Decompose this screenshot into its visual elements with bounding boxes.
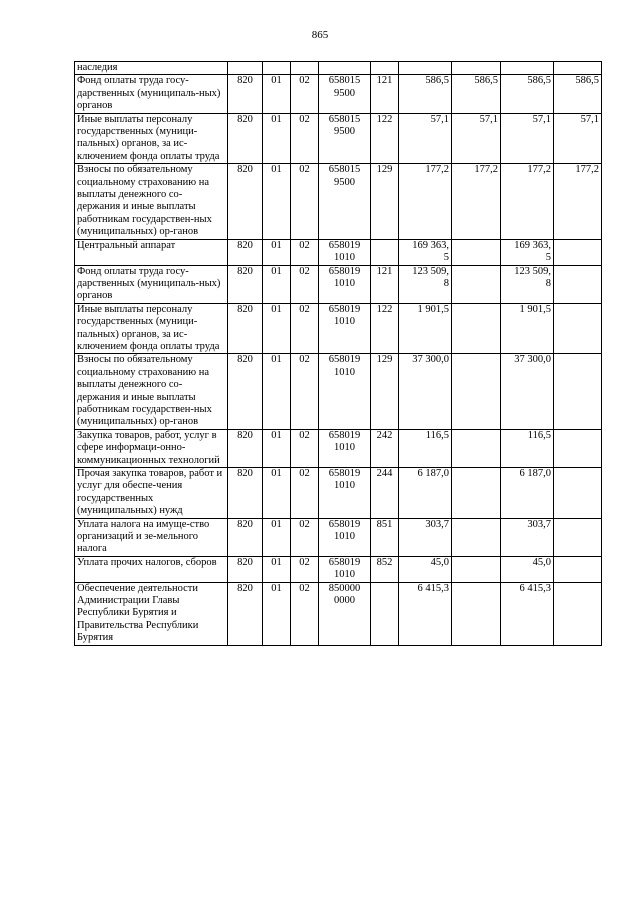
cell-expense-name: Иные выплаты персоналу государственных (муници-пальных) органов, за ис-ключением фонда оплаты труда [75,113,228,164]
cell-ministry-code: 820 [228,582,263,645]
cell-amount-total: 37 300,0 [399,354,452,429]
cell-amount-total: 45,0 [399,556,452,582]
cell-target-code: 658019 1010 [319,556,371,582]
cell-section-code: 01 [263,429,291,467]
cell-section-code: 01 [263,265,291,303]
cell-amount-4 [554,582,602,645]
table-body [75,62,602,646]
cell-target-code [319,62,371,75]
cell-amount-total: 6 415,3 [399,582,452,645]
cell-amount-total: 303,7 [399,518,452,556]
table-row [75,265,602,303]
cell-amount-2 [452,556,501,582]
cell-amount-total: 169 363, 5 [399,239,452,265]
cell-expense-type [371,62,399,75]
cell-amount-3: 586,5 [501,75,554,113]
cell-target-code: 850000 0000 [319,582,371,645]
cell-expense-type [371,239,399,265]
cell-amount-2 [452,239,501,265]
table-row [75,429,602,467]
cell-amount-4 [554,429,602,467]
cell-expense-name: Иные выплаты персоналу государственных (муници-пальных) органов, за ис-ключением фонда оплаты труда [75,303,228,354]
cell-expense-name: Уплата налога на имуще-ство организаций и зе-мельного налога [75,518,228,556]
cell-ministry-code: 820 [228,75,263,113]
cell-expense-type: 129 [371,354,399,429]
cell-ministry-code: 820 [228,354,263,429]
cell-expense-name: Обеспечение деятельности Администрации Главы Республики Бурятия и Правительства Республики Бурятия [75,582,228,645]
cell-amount-3: 6 415,3 [501,582,554,645]
cell-amount-3: 177,2 [501,164,554,239]
cell-amount-total: 116,5 [399,429,452,467]
cell-amount-4: 57,1 [554,113,602,164]
cell-target-code: 658019 1010 [319,303,371,354]
cell-expense-type: 122 [371,303,399,354]
cell-section-code: 01 [263,556,291,582]
table-row [75,518,602,556]
cell-target-code: 658019 1010 [319,429,371,467]
cell-amount-3: 1 901,5 [501,303,554,354]
cell-section-code: 01 [263,113,291,164]
cell-section-code: 01 [263,518,291,556]
cell-amount-total [399,62,452,75]
table-row [75,113,602,164]
cell-amount-2 [452,62,501,75]
cell-amount-4 [554,518,602,556]
cell-section-code [263,62,291,75]
cell-section-code: 01 [263,303,291,354]
cell-ministry-code: 820 [228,164,263,239]
table-row [75,75,602,113]
cell-subsection-code: 02 [291,429,319,467]
table-row [75,582,602,645]
cell-subsection-code: 02 [291,239,319,265]
table-row [75,239,602,265]
page-number: 865 [311,29,329,41]
cell-amount-3: 37 300,0 [501,354,554,429]
table-row [75,354,602,429]
cell-ministry-code [228,62,263,75]
cell-expense-name: Фонд оплаты труда госу-дарственных (муниципаль-ных) органов [75,75,228,113]
cell-amount-total: 586,5 [399,75,452,113]
cell-subsection-code: 02 [291,468,319,519]
cell-amount-4 [554,62,602,75]
cell-amount-3: 123 509, 8 [501,265,554,303]
cell-expense-type: 244 [371,468,399,519]
cell-amount-2 [452,582,501,645]
cell-amount-3: 57,1 [501,113,554,164]
cell-amount-2 [452,468,501,519]
cell-subsection-code: 02 [291,518,319,556]
cell-amount-3: 303,7 [501,518,554,556]
cell-target-code: 658015 9500 [319,164,371,239]
cell-section-code: 01 [263,468,291,519]
cell-subsection-code: 02 [291,354,319,429]
cell-amount-4 [554,556,602,582]
cell-target-code: 658019 1010 [319,354,371,429]
cell-amount-3: 169 363, 5 [501,239,554,265]
cell-expense-name: Закупка товаров, работ, услуг в сфере информаци-онно-коммуникационных технологий [75,429,228,467]
cell-amount-total: 177,2 [399,164,452,239]
cell-amount-total: 1 901,5 [399,303,452,354]
cell-expense-type: 121 [371,75,399,113]
cell-amount-total: 123 509, 8 [399,265,452,303]
cell-expense-type: 851 [371,518,399,556]
cell-ministry-code: 820 [228,468,263,519]
cell-expense-name: Прочая закупка товаров, работ и услуг для обеспе-чения государственных (муниципальных) нужд [75,468,228,519]
table-row [75,556,602,582]
cell-ministry-code: 820 [228,429,263,467]
cell-expense-type: 121 [371,265,399,303]
cell-section-code: 01 [263,582,291,645]
cell-subsection-code: 02 [291,556,319,582]
cell-amount-4 [554,303,602,354]
cell-ministry-code: 820 [228,113,263,164]
cell-subsection-code: 02 [291,164,319,239]
cell-expense-name: Взносы по обязательному социальному страхованию на выплаты денежного со-держания и иные выплаты работникам государствен-ных (муниципальных) ор-ганов [75,354,228,429]
cell-subsection-code: 02 [291,265,319,303]
cell-section-code: 01 [263,75,291,113]
cell-expense-type [371,582,399,645]
cell-amount-2 [452,265,501,303]
cell-amount-2: 177,2 [452,164,501,239]
cell-expense-name: Центральный аппарат [75,239,228,265]
cell-amount-total: 57,1 [399,113,452,164]
cell-amount-2 [452,518,501,556]
cell-expense-name: Уплата прочих налогов, сборов [75,556,228,582]
cell-section-code: 01 [263,164,291,239]
cell-expense-type: 122 [371,113,399,164]
cell-ministry-code: 820 [228,556,263,582]
cell-ministry-code: 820 [228,303,263,354]
cell-amount-2 [452,354,501,429]
cell-amount-2 [452,429,501,467]
cell-target-code: 658019 1010 [319,265,371,303]
cell-amount-4 [554,468,602,519]
cell-subsection-code: 02 [291,75,319,113]
cell-section-code: 01 [263,239,291,265]
cell-expense-name: наследия [75,62,228,75]
cell-expense-name: Фонд оплаты труда госу-дарственных (муниципаль-ных) органов [75,265,228,303]
cell-target-code: 658019 1010 [319,468,371,519]
table-row [75,62,602,75]
cell-expense-name: Взносы по обязательному социальному страхованию на выплаты денежного со-держания и иные выплаты работникам государствен-ных (муниципальных) ор-ганов [75,164,228,239]
cell-amount-2 [452,303,501,354]
cell-amount-4 [554,265,602,303]
cell-ministry-code: 820 [228,265,263,303]
table-row [75,164,602,239]
cell-amount-total: 6 187,0 [399,468,452,519]
cell-amount-4: 586,5 [554,75,602,113]
cell-ministry-code: 820 [228,239,263,265]
cell-amount-4 [554,239,602,265]
budget-table [74,61,602,646]
cell-expense-type: 129 [371,164,399,239]
cell-target-code: 658019 1010 [319,239,371,265]
cell-amount-3 [501,62,554,75]
cell-amount-4 [554,354,602,429]
cell-subsection-code: 02 [291,582,319,645]
cell-section-code: 01 [263,354,291,429]
cell-amount-2: 57,1 [452,113,501,164]
cell-target-code: 658015 9500 [319,75,371,113]
cell-ministry-code: 820 [228,518,263,556]
table-row [75,303,602,354]
cell-amount-2: 586,5 [452,75,501,113]
cell-subsection-code [291,62,319,75]
cell-amount-3: 6 187,0 [501,468,554,519]
cell-target-code: 658019 1010 [319,518,371,556]
cell-expense-type: 242 [371,429,399,467]
cell-subsection-code: 02 [291,303,319,354]
cell-amount-4: 177,2 [554,164,602,239]
cell-amount-3: 45,0 [501,556,554,582]
cell-target-code: 658015 9500 [319,113,371,164]
cell-expense-type: 852 [371,556,399,582]
table-row [75,468,602,519]
cell-amount-3: 116,5 [501,429,554,467]
cell-subsection-code: 02 [291,113,319,164]
